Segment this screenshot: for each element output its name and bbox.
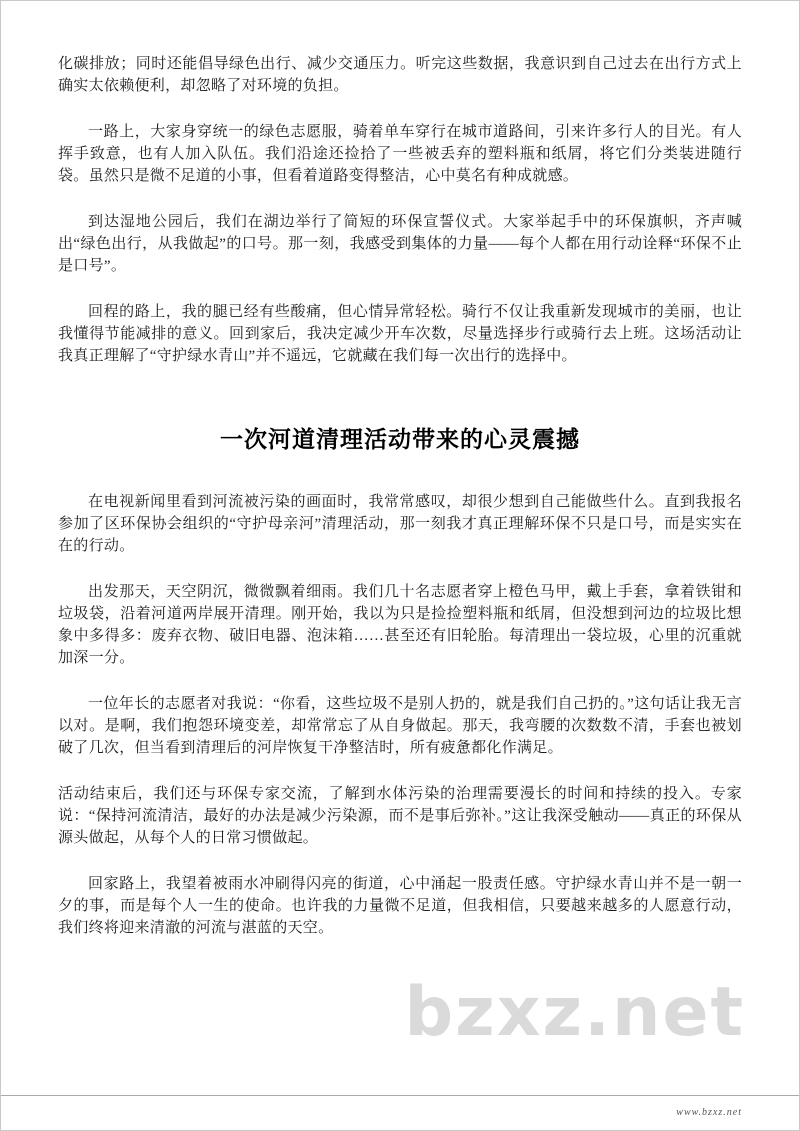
paragraph: 回程的路上，我的腿已经有些酸痛，但心情异常轻松。骑行不仅让我重新发现城市的美丽，也让我懂得节能减排的意义。回到家后，我决定减少开车次数，尽量选择步行或骑行去上班。这场活动让我真正理解了“守护绿水青山”并不遥远，它就藏在我们每一次出行的选择中。	[58, 304, 742, 364]
paragraph: 在电视新闻里看到河流被污染的画面时，我常常感叹，却很少想到自己能做些什么。直到我报名参加了区环保协会组织的“守护母亲河”清理活动，那一刻我才真正理解环保不只是口号，而是实实在在的行动。	[58, 494, 742, 554]
footer-divider	[1, 1095, 799, 1096]
site-watermark: bzxz.net	[404, 973, 745, 1052]
paragraph: 一路上，大家身穿统一的绿色志愿服，骑着单车穿行在城市道路间，引来许多行人的目光。有人挥手致意，也有人加入队伍。我们沿途还捡拾了一些被丢弃的塑料瓶和纸屑，将它们分类装进随行袋。虽然只是微不足道的小事，但看着道路变得整洁，心中莫名有种成就感。	[58, 124, 742, 184]
paragraph: 一位年长的志愿者对我说：“你看，这些垃圾不是别人扔的，就是我们自己扔的。”这句话让我无言以对。是啊，我们抱怨环境变差，却常常忘了从自身做起。那天，我弯腰的次数数不清，手套也被划破了几次，但当看到清理后的河岸恢复干净整洁时，所有疲惫都化作满足。	[58, 696, 742, 756]
paragraph: 化碳排放；同时还能倡导绿色出行、减少交通压力。听完这些数据，我意识到自己过去在出行方式上确实太依赖便利，却忽略了对环境的负担。	[58, 56, 742, 94]
paragraph: 到达湿地公园后，我们在湖边举行了简短的环保宣誓仪式。大家举起手中的环保旗帜，齐声喊出“绿色出行，从我做起”的口号。那一刻，我感受到集体的力量——每个人都在用行动诠释“环保不止是口号”。	[58, 214, 742, 274]
essay-title: 一次河道清理活动带来的心灵震撼	[220, 427, 580, 452]
paragraph: 回家路上，我望着被雨水冲刷得闪亮的街道，心中涌起一股责任感。守护绿水青山并不是一朝一夕的事，而是每个人一生的使命。也许我的力量微不足道，但我相信，只要越来越多的人愿意行动，我们终将迎来清澈的河流与湛蓝的天空。	[58, 876, 742, 936]
document-content	[58, 53, 742, 963]
paragraph: 出发那天，天空阴沉，微微飘着细雨。我们几十名志愿者穿上橙色马甲，戴上手套，拿着铁钳和垃圾袋，沿着河道两岸展开清理。刚开始，我以为只是捡捡塑料瓶和纸屑，但没想到河边的垃圾比想象中多得多：废弃衣物、破旧电器、泡沫箱……甚至还有旧轮胎。每清理出一袋垃圾，心里的沉重就加深一分。	[58, 584, 742, 666]
footer-url: www.bzxz.net	[676, 1107, 742, 1118]
paragraph: 活动结束后，我们还与环保专家交流，了解到水体污染的治理需要漫长的时间和持续的投入。专家说：“保持河流清洁，最好的办法是减少污染源，而不是事后弥补。”这让我深受触动——真正的环保从源头做起，从每个人的日常习惯做起。	[58, 786, 742, 846]
